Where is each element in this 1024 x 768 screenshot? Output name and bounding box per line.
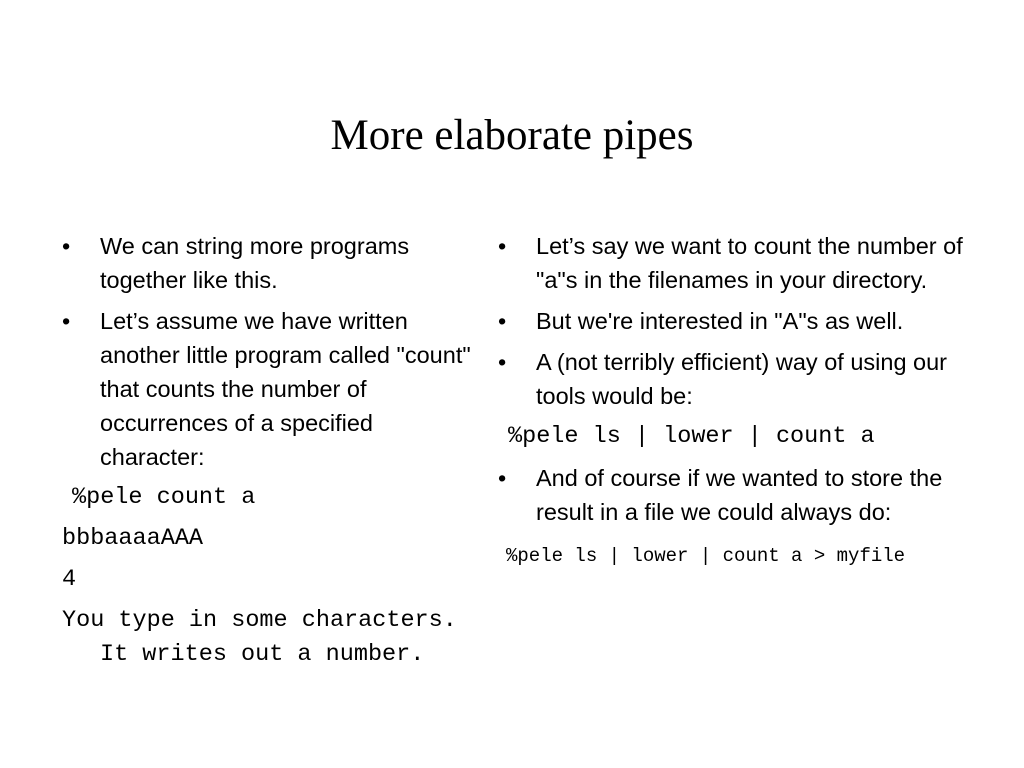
bullet-dot: • [498,349,507,375]
right-bullet-2-text: But we're interested in "A"s as well. [536,308,904,334]
bullet-dot: • [498,308,507,334]
bullet-dot: • [62,233,71,259]
bullet-dot: • [498,233,507,259]
right-code-pipe: %pele ls | lower | count a [508,423,875,450]
slide-title: More elaborate pipes [330,112,694,159]
left-code-input: bbbaaaaAAA [62,525,204,552]
right-bullet-3 [498,345,998,413]
right-bullet-4 [498,461,998,529]
left-column [62,229,482,679]
right-bullet-1 [498,229,998,297]
left-bullet-2-text: Let’s assume we have written another little program called "count" that counts the number of occurrences of a specified character: [100,308,471,470]
right-bullet-1-text: Let’s say we want to count the number of "a"s in the filenames in your directory. [536,233,963,293]
right-code-redirect: %pele ls | lower | count a > myfile [506,545,906,567]
left-bullet-1 [62,229,482,297]
left-code-output: 4 [62,566,77,593]
left-code-command: %pele count a [72,484,256,511]
right-bullet-2 [498,304,998,338]
bullet-dot: • [498,465,507,491]
left-bullet-1-text: We can string more programs together like this. [100,233,410,293]
right-column [498,229,998,578]
right-bullet-4-text: And of course if we wanted to store the result in a file we could always do: [536,465,943,525]
bullet-dot: • [62,308,71,334]
left-code-note: You type in some characters. It writes out a number. [62,607,457,668]
left-bullet-2 [62,304,482,474]
right-bullet-3-text: A (not terribly efficient) way of using our tools would be: [536,349,948,409]
